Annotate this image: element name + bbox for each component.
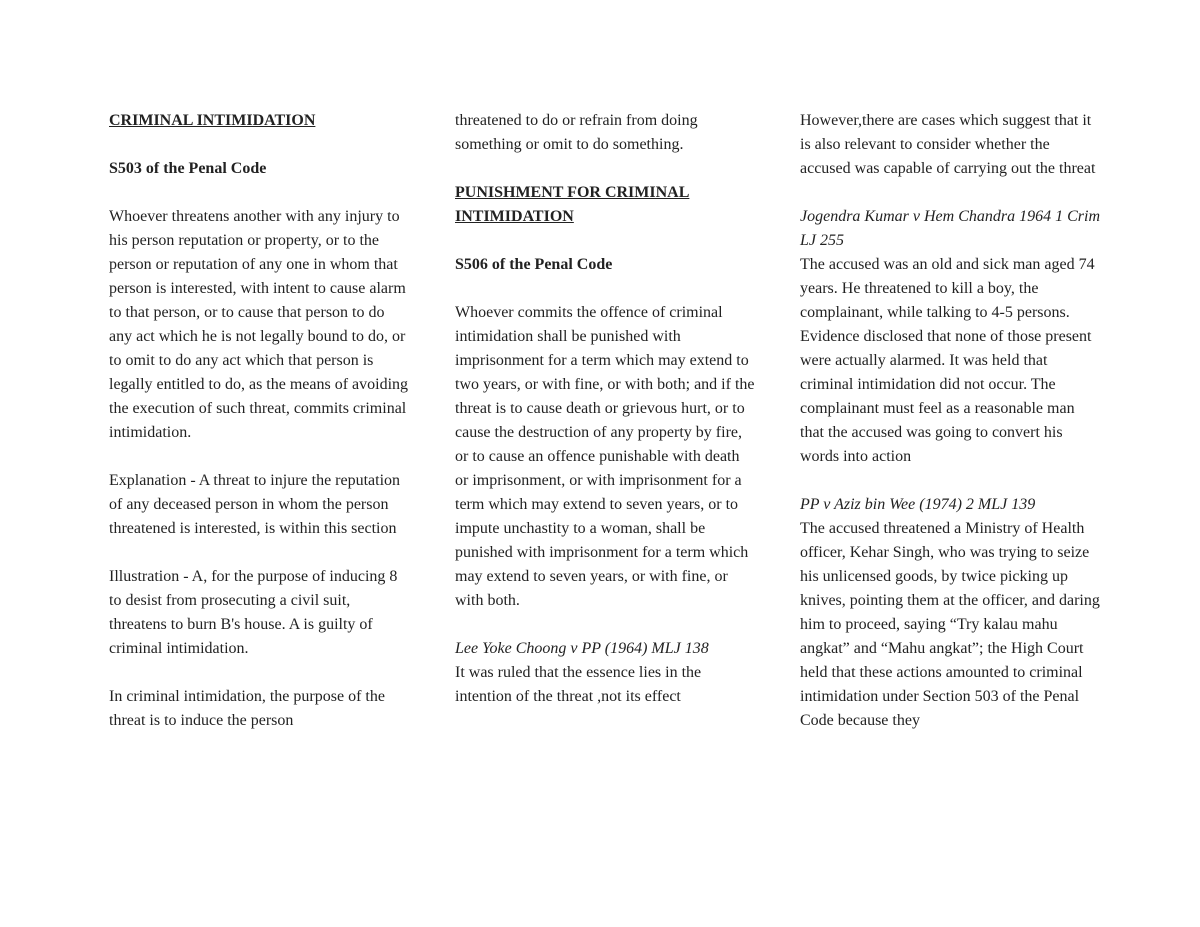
case-lee-yoke-choong — [455, 637, 755, 709]
case-name: PP v Aziz bin Wee (1974) 2 MLJ 139 — [800, 496, 1036, 513]
column-3 — [800, 109, 1100, 733]
s506-punishment-text: Whoever commits the offence of criminal intimidation shall be punished with imprisonment for a term which may extend to two years, or with fine, or with both; and if the threat is to cause death or grievous hurt, or to cause the destruction of any property by fire, or to cause an offence punishable with death or imprisonment, or with imprisonment for a term which may extend to seven years, or to impute unchastity to a woman, shall be punished with imprisonment for a term which may extend to seven years, or with fine, or with both. — [455, 304, 755, 609]
s503-explanation: Explanation - A threat to injure the reputation of any deceased person in whom the person threatened is interested, is within this section — [109, 472, 401, 537]
intimidation-purpose: In criminal intimidation, the purpose of the threat is to induce the person — [109, 688, 385, 729]
case-jogendra-kumar — [800, 205, 1100, 469]
case-name: Jogendra Kumar v Hem Chandra 1964 1 Crim LJ 255 — [800, 208, 1100, 249]
column-1 — [109, 109, 409, 733]
s503-illustration: Illustration - A, for the purpose of inducing 8 to desist from prosecuting a civil suit, threatens to burn B's house. A is guilty of criminal intimidation. — [109, 568, 398, 657]
case-summary: It was ruled that the essence lies in the intention of the threat ,not its effect — [455, 664, 702, 705]
capability-intro: However,there are cases which suggest that it is also relevant to consider whether the accused was capable of carrying out the threat — [800, 112, 1096, 177]
case-aziz-bin-wee — [800, 493, 1100, 733]
column-2 — [455, 109, 755, 709]
section-title-criminal-intimidation: CRIMINAL INTIMIDATION — [109, 112, 316, 129]
case-summary: The accused was an old and sick man aged 74 years. He threatened to kill a boy, the complainant, while talking to 4-5 persons. Evidence disclosed that none of those present were actually alarmed. It was held that criminal intimidation did not occur. The complainant must feel as a reasonable man that the accused was going to convert his words into action — [800, 256, 1095, 465]
section-heading-s506: S506 of the Penal Code — [455, 256, 613, 273]
case-summary: The accused threatened a Ministry of Health officer, Kehar Singh, who was trying to seize his unlicensed goods, by twice picking up knives, pointing them at the officer, and daring him to proceed, saying “Try kalau mahu angkat” and “Mahu angkat”; the High Court held that these actions amounted to criminal intimidation under Section 503 of the Penal Code because they — [800, 520, 1100, 729]
purpose-continuation: threatened to do or refrain from doing something or omit to do something. — [455, 112, 698, 153]
case-name: Lee Yoke Choong v PP (1964) MLJ 138 — [455, 640, 709, 657]
section-title-punishment: PUNISHMENT FOR CRIMINAL INTIMIDATION — [455, 184, 690, 225]
s503-definition: Whoever threatens another with any injury to his person reputation or property, or to the person or reputation of any one in whom that person is interested, with intent to cause alarm to that person, or to cause that person to do any act which he is not legally bound to do, or to omit to do any act which that person is legally entitled to do, as the means of avoiding the execution of such threat, commits criminal intimidation. — [109, 208, 409, 441]
section-heading-s503: S503 of the Penal Code — [109, 160, 267, 177]
